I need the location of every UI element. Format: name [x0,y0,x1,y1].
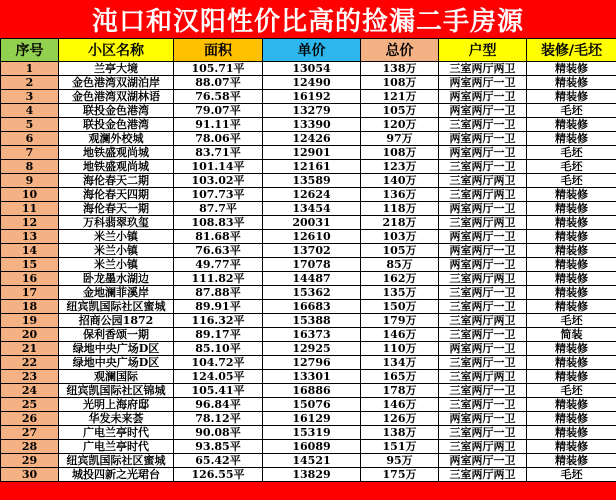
table-row [1,398,616,412]
cell-name: 广电兰亭时代 [59,440,174,454]
cell-area: 83.71平 [174,146,263,160]
cell-layout: 三室两厅两卫 [439,272,527,286]
cell-area: 111.82平 [174,272,263,286]
cell-decoration: 精装修 [527,342,616,356]
cell-total_price: 135万 [361,286,439,300]
cell-decoration: 精装修 [527,258,616,272]
cell-name: 观澜国际 [59,370,174,384]
table-row [1,258,616,272]
table-row [1,104,616,118]
cell-name: 联投金色港湾 [59,104,174,118]
cell-decoration: 精装修 [527,398,616,412]
cell-layout: 两室两厅一卫 [439,342,527,356]
cell-name: 兰亭大境 [59,62,174,76]
cell-total_price: 136万 [361,188,439,202]
cell-decoration: 精装修 [527,132,616,146]
cell-index: 21 [1,342,59,356]
cell-decoration: 精装修 [527,412,616,426]
cell-decoration: 精装修 [527,426,616,440]
cell-area: 126.55平 [174,468,263,482]
table-row [1,118,616,132]
cell-name: 米兰小镇 [59,258,174,272]
cell-index: 8 [1,160,59,174]
cell-decoration: 精装修 [527,356,616,370]
cell-index: 28 [1,440,59,454]
cell-name: 地铁盛观尚城 [59,146,174,160]
cell-decoration: 精装修 [527,76,616,90]
cell-unit_price: 14521 [263,454,361,468]
cell-area: 76.58平 [174,90,263,104]
cell-index: 30 [1,468,59,482]
cell-total_price: 175万 [361,468,439,482]
cell-layout: 三室两厅一卫 [439,426,527,440]
cell-total_price: 140万 [361,174,439,188]
table-row [1,426,616,440]
cell-total_price: 120万 [361,118,439,132]
cell-total_price: 108万 [361,76,439,90]
cell-total_price: 179万 [361,314,439,328]
cell-index: 16 [1,272,59,286]
cell-unit_price: 13301 [263,370,361,384]
cell-decoration: 简装 [527,328,616,342]
cell-index: 29 [1,454,59,468]
cell-unit_price: 15362 [263,286,361,300]
cell-unit_price: 12490 [263,76,361,90]
column-header-index: 序号 [1,39,59,62]
cell-name: 华发未来荟 [59,412,174,426]
cell-layout: 三室两厅两卫 [439,188,527,202]
cell-index: 11 [1,202,59,216]
cell-unit_price: 16089 [263,440,361,454]
cell-unit_price: 16129 [263,412,361,426]
cell-decoration: 毛坯 [527,468,616,482]
table-row [1,146,616,160]
cell-area: 78.06平 [174,132,263,146]
cell-total_price: 146万 [361,398,439,412]
cell-area: 105.71平 [174,62,263,76]
cell-unit_price: 15319 [263,426,361,440]
table-row [1,454,616,468]
cell-index: 22 [1,356,59,370]
cell-name: 绿地中央广场D区 [59,356,174,370]
cell-layout: 两室两厅一卫 [439,132,527,146]
cell-area: 87.7平 [174,202,263,216]
table-row [1,132,616,146]
cell-area: 124.05平 [174,370,263,384]
column-header-decoration: 装修/毛坯 [527,39,616,62]
cell-unit_price: 16683 [263,300,361,314]
cell-decoration: 精装修 [527,300,616,314]
cell-unit_price: 13589 [263,174,361,188]
cell-unit_price: 17078 [263,258,361,272]
cell-decoration: 毛坯 [527,314,616,328]
cell-index: 3 [1,90,59,104]
table-row [1,440,616,454]
cell-decoration: 毛坯 [527,160,616,174]
cell-total_price: 110万 [361,342,439,356]
table-row [1,188,616,202]
cell-decoration: 精装修 [527,118,616,132]
table-row [1,342,616,356]
cell-area: 79.07平 [174,104,263,118]
cell-decoration: 精装修 [527,440,616,454]
cell-unit_price: 20031 [263,216,361,230]
cell-name: 米兰小镇 [59,244,174,258]
cell-total_price: 103万 [361,230,439,244]
cell-area: 104.72平 [174,356,263,370]
table-header-row [1,39,616,62]
cell-index: 5 [1,118,59,132]
cell-layout: 两室两厅一卫 [439,258,527,272]
cell-decoration: 精装修 [527,272,616,286]
cell-area: 49.77平 [174,258,263,272]
cell-name: 地铁盛观尚城 [59,160,174,174]
cell-name: 绿地中央广场D区 [59,342,174,356]
cell-total_price: 151万 [361,440,439,454]
cell-layout: 三室两厅两卫 [439,216,527,230]
cell-index: 25 [1,398,59,412]
cell-decoration: 精装修 [527,244,616,258]
cell-total_price: 126万 [361,412,439,426]
cell-index: 27 [1,426,59,440]
cell-total_price: 118万 [361,202,439,216]
cell-total_price: 108万 [361,146,439,160]
cell-decoration: 毛坯 [527,146,616,160]
cell-total_price: 178万 [361,384,439,398]
listings-table [0,38,616,482]
table-row [1,90,616,104]
table-row [1,328,616,342]
cell-unit_price: 16886 [263,384,361,398]
cell-area: 107.73平 [174,188,263,202]
table-row [1,314,616,328]
cell-area: 103.02平 [174,174,263,188]
cell-unit_price: 15076 [263,398,361,412]
cell-unit_price: 12925 [263,342,361,356]
cell-layout: 三室两厅一卫 [439,384,527,398]
cell-name: 万科翡翠玖玺 [59,216,174,230]
cell-index: 9 [1,174,59,188]
cell-name: 米兰小镇 [59,230,174,244]
cell-index: 14 [1,244,59,258]
cell-unit_price: 12161 [263,160,361,174]
cell-index: 1 [1,62,59,76]
cell-layout: 三室两厅两卫 [439,314,527,328]
table-row [1,230,616,244]
cell-total_price: 162万 [361,272,439,286]
cell-layout: 两室两厅一卫 [439,202,527,216]
cell-total_price: 85万 [361,258,439,272]
cell-layout: 两室两厅一卫 [439,454,527,468]
cell-layout: 三室两厅一卫 [439,300,527,314]
cell-decoration: 精装修 [527,454,616,468]
cell-unit_price: 13054 [263,62,361,76]
cell-unit_price: 12796 [263,356,361,370]
cell-layout: 三室两厅两卫 [439,62,527,76]
cell-area: 108.83平 [174,216,263,230]
cell-layout: 三室两厅一卫 [439,328,527,342]
cell-name: 纽宾凯国际社区锦城 [59,384,174,398]
cell-unit_price: 13454 [263,202,361,216]
cell-area: 91.11平 [174,118,263,132]
cell-decoration: 精装修 [527,370,616,384]
cell-name: 光明上海府邸 [59,398,174,412]
cell-unit_price: 12901 [263,146,361,160]
cell-layout: 两室两厅一卫 [439,244,527,258]
cell-layout: 三室两厅两卫 [439,440,527,454]
cell-index: 12 [1,216,59,230]
cell-total_price: 218万 [361,216,439,230]
cell-index: 23 [1,370,59,384]
cell-decoration: 毛坯 [527,384,616,398]
cell-decoration: 精装修 [527,62,616,76]
cell-total_price: 95万 [361,454,439,468]
cell-index: 18 [1,300,59,314]
cell-area: 78.12平 [174,412,263,426]
cell-name: 纽宾凯国际社区蜜城 [59,454,174,468]
cell-total_price: 146万 [361,328,439,342]
cell-unit_price: 16373 [263,328,361,342]
cell-layout: 两室两厅一卫 [439,412,527,426]
cell-index: 17 [1,286,59,300]
table-row [1,286,616,300]
cell-area: 76.63平 [174,244,263,258]
table-row [1,216,616,230]
cell-name: 金色港湾双湖林语 [59,90,174,104]
cell-name: 卧龙墨水湖边 [59,272,174,286]
cell-decoration: 精装修 [527,216,616,230]
cell-decoration: 精装修 [527,286,616,300]
cell-layout: 三室两厅两卫 [439,468,527,482]
cell-unit_price: 15388 [263,314,361,328]
cell-area: 105.41平 [174,384,263,398]
cell-area: 65.42平 [174,454,263,468]
cell-area: 101.14平 [174,160,263,174]
cell-name: 城投四新之光珺台 [59,468,174,482]
cell-name: 联投金色港湾 [59,118,174,132]
cell-layout: 三室两厅一卫 [439,398,527,412]
cell-name: 招商公园1872 [59,314,174,328]
cell-area: 116.32平 [174,314,263,328]
cell-index: 6 [1,132,59,146]
cell-area: 88.07平 [174,76,263,90]
cell-area: 81.68平 [174,230,263,244]
cell-unit_price: 13390 [263,118,361,132]
cell-layout: 三室两厅一卫 [439,286,527,300]
column-header-total_price: 总价 [361,39,439,62]
cell-index: 10 [1,188,59,202]
cell-name: 纽宾凯国际社区蜜城 [59,300,174,314]
cell-layout: 三室两厅一卫 [439,356,527,370]
table-row [1,244,616,258]
cell-index: 26 [1,412,59,426]
cell-index: 20 [1,328,59,342]
cell-total_price: 105万 [361,104,439,118]
column-header-unit_price: 单价 [263,39,361,62]
cell-layout: 三室两厅一卫 [439,160,527,174]
cell-name: 广电兰亭时代 [59,426,174,440]
table-row [1,468,616,482]
table-row [1,160,616,174]
cell-name: 海伦春天四期 [59,188,174,202]
cell-total_price: 134万 [361,356,439,370]
cell-total_price: 165万 [361,370,439,384]
cell-layout: 三室两厅两卫 [439,370,527,384]
cell-unit_price: 13829 [263,468,361,482]
cell-index: 13 [1,230,59,244]
table-row [1,62,616,76]
cell-area: 89.17平 [174,328,263,342]
cell-name: 海伦春天二期 [59,174,174,188]
cell-index: 15 [1,258,59,272]
cell-layout: 两室两厅一卫 [439,76,527,90]
table-row [1,300,616,314]
cell-unit_price: 14487 [263,272,361,286]
table-row [1,356,616,370]
cell-name: 保利香颂一期 [59,328,174,342]
cell-unit_price: 16192 [263,90,361,104]
cell-unit_price: 12426 [263,132,361,146]
cell-decoration: 精装修 [527,188,616,202]
cell-total_price: 121万 [361,90,439,104]
table-row [1,76,616,90]
cell-index: 19 [1,314,59,328]
cell-area: 89.91平 [174,300,263,314]
cell-decoration: 精装修 [527,202,616,216]
cell-index: 2 [1,76,59,90]
column-header-layout: 户型 [439,39,527,62]
cell-layout: 两室两厅一卫 [439,90,527,104]
cell-decoration: 毛坯 [527,104,616,118]
cell-unit_price: 13279 [263,104,361,118]
cell-area: 87.88平 [174,286,263,300]
cell-area: 96.84平 [174,398,263,412]
cell-area: 85.10平 [174,342,263,356]
cell-layout: 两室两厅一卫 [439,146,527,160]
cell-total_price: 138万 [361,62,439,76]
cell-decoration: 精装修 [527,230,616,244]
cell-name: 海伦春天一期 [59,202,174,216]
cell-layout: 三室两厅两卫 [439,174,527,188]
table-row [1,384,616,398]
cell-area: 90.08平 [174,426,263,440]
cell-layout: 两室两厅一卫 [439,104,527,118]
cell-layout: 两室两厅一卫 [439,230,527,244]
cell-unit_price: 12610 [263,230,361,244]
cell-total_price: 138万 [361,426,439,440]
cell-decoration: 毛坯 [527,174,616,188]
table-row [1,412,616,426]
cell-unit_price: 13702 [263,244,361,258]
cell-unit_price: 12624 [263,188,361,202]
cell-index: 4 [1,104,59,118]
cell-layout: 三室两厅一卫 [439,118,527,132]
cell-name: 观澜外校城 [59,132,174,146]
table-row [1,272,616,286]
cell-area: 93.85平 [174,440,263,454]
cell-decoration: 精装修 [527,90,616,104]
column-header-area: 面积 [174,39,263,62]
table-row [1,202,616,216]
page-title: 沌口和汉阳性价比高的捡漏二手房源 [0,0,616,38]
cell-index: 7 [1,146,59,160]
cell-name: 金色港湾双湖泊岸 [59,76,174,90]
cell-total_price: 105万 [361,244,439,258]
cell-total_price: 123万 [361,160,439,174]
cell-total_price: 150万 [361,300,439,314]
cell-index: 24 [1,384,59,398]
table-row [1,370,616,384]
cell-name: 金地澜菲溪岸 [59,286,174,300]
column-header-name: 小区名称 [59,39,174,62]
cell-total_price: 97万 [361,132,439,146]
table-row [1,174,616,188]
